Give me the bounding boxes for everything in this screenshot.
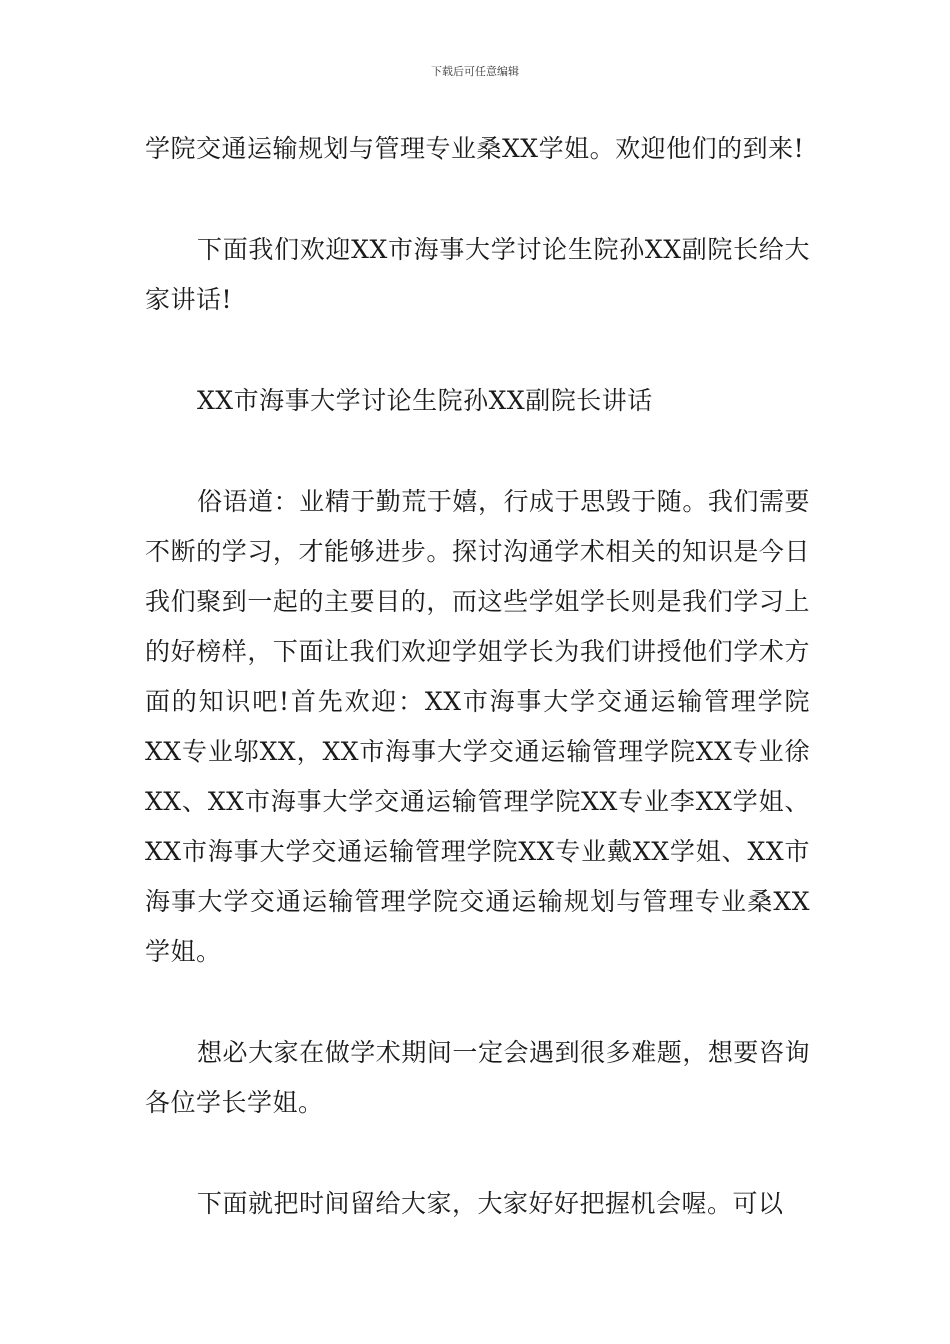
section-heading-speech: XX市海事大学讨论生院孙XX副院长讲话	[197, 386, 653, 415]
paragraph-speech-body: 俗语道：业精于勤荒于嬉，行成于思毁于随。我们需要不断的学习，才能够进步。探讨沟通学术相关的知识是今日我们聚到一起的主要目的，而这些学姐学长则是我们学习上的好榜样，下面让我们欢迎学姐学长为我们讲授他们学术方面的知识吧!首先欢迎：XX市海事大学交通运输管理学院XX专业邬XX，XX市海事大学交通运输管理学院XX专业徐XX、XX市海事大学交通运输管理学院XX专业李XX学姐、XX市海事大学交通运输管理学院XX专业戴XX学姐、XX市海事大学交通运输管理学院交通运输规划与管理专业桑XX学姐。	[145, 487, 810, 966]
page-header-note: 下载后可任意编辑	[431, 65, 519, 78]
paragraph-continuation: 学院交通运输规划与管理专业桑XX学姐。欢迎他们的到来!	[145, 134, 805, 163]
document-body	[145, 124, 810, 1229]
paragraph-welcome-speaker: 下面我们欢迎XX市海事大学讨论生院孙XX副院长给大家讲话!	[145, 235, 810, 314]
paragraph-closing: 下面就把时间留给大家，大家好好把握机会喔。可以	[197, 1189, 784, 1218]
paragraph-questions: 想必大家在做学术期间一定会遇到很多难题，想要咨询各位学长学姐。	[145, 1038, 810, 1117]
